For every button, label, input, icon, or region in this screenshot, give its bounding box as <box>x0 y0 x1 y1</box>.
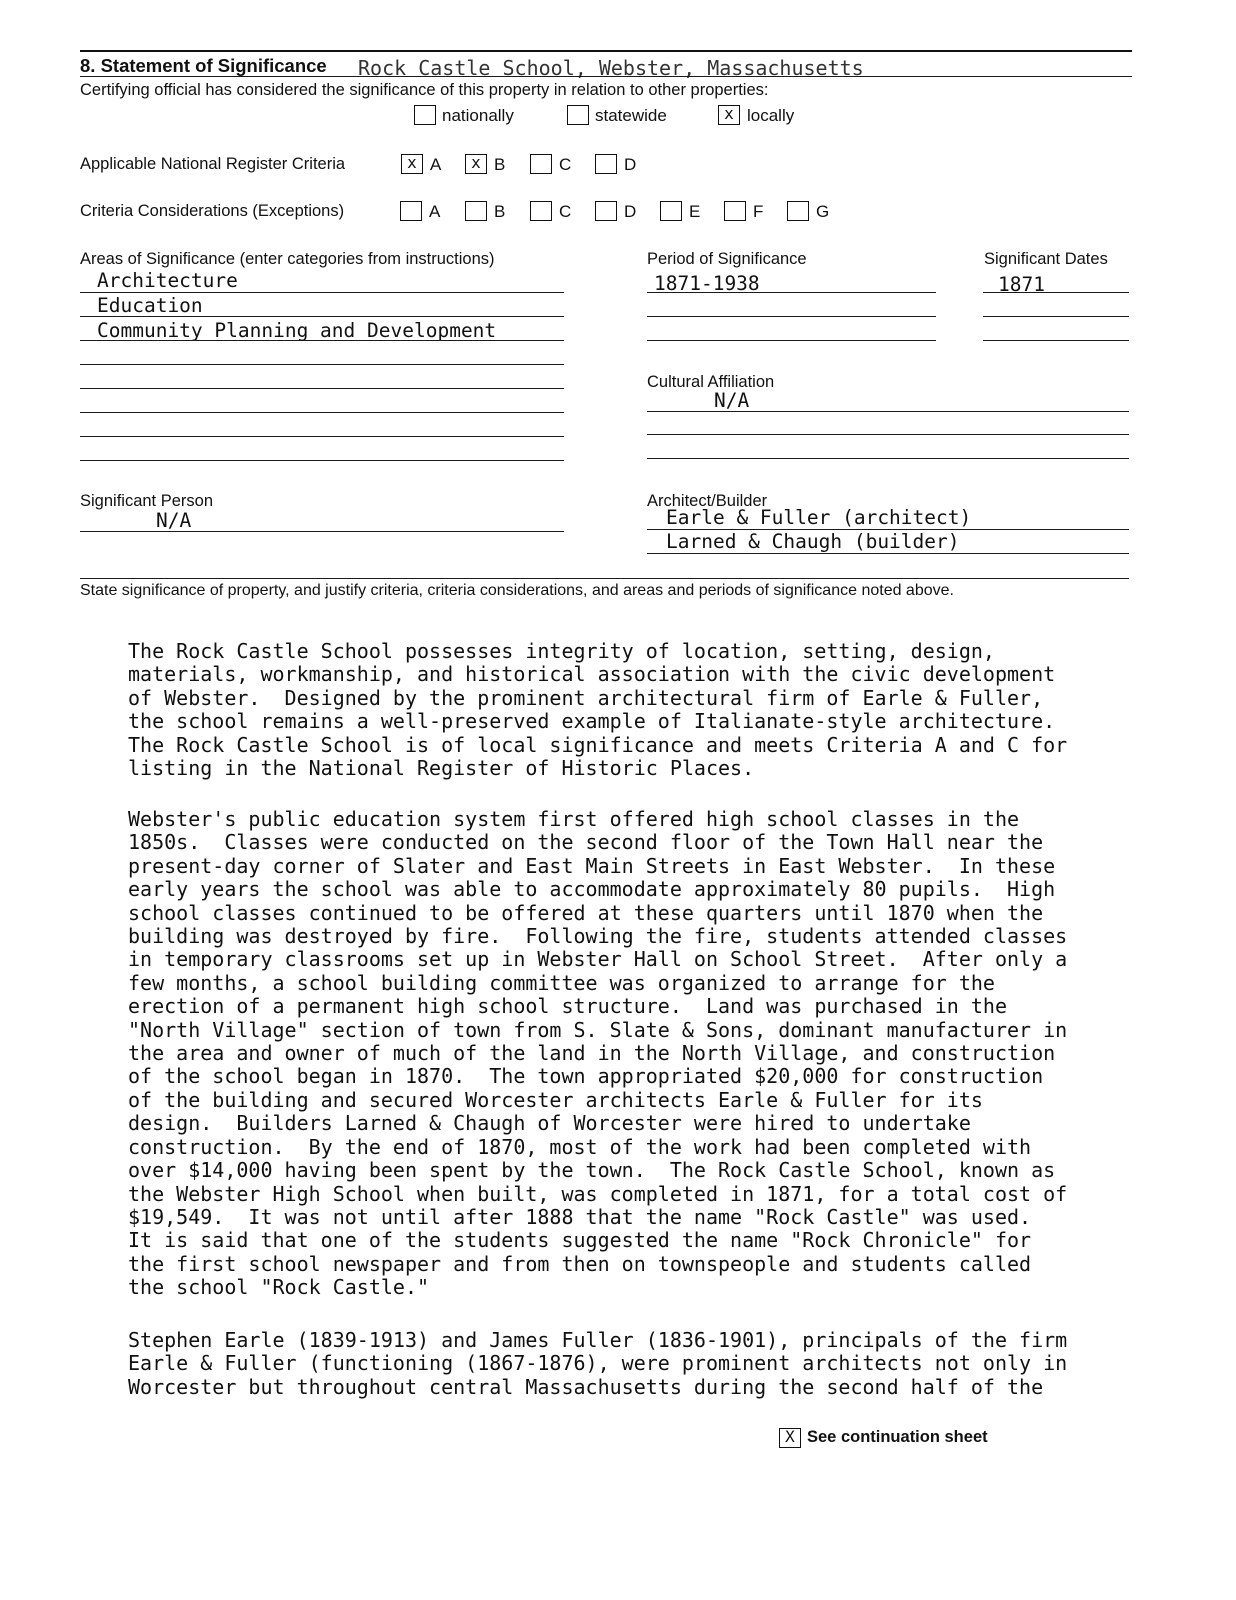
statement-rule <box>80 578 1129 579</box>
certifying-text: Certifying official has considered the significance of this property in relation to other properties: <box>80 81 769 99</box>
consideration-label-c: C <box>559 202 572 221</box>
architect-label: Architect/Builder <box>647 492 768 510</box>
checkbox-nationally[interactable] <box>414 105 436 125</box>
period-line <box>647 340 936 341</box>
criteria-label-d: D <box>624 155 637 174</box>
architect-line <box>647 553 1129 554</box>
checkbox-mark: X <box>785 1427 795 1446</box>
checkbox-continuation[interactable] <box>779 1428 801 1448</box>
criteria-checkbox-d[interactable] <box>595 154 617 174</box>
period-label: Period of Significance <box>647 250 807 268</box>
checkbox-mark: x <box>724 104 734 123</box>
criteria-label-b: B <box>494 155 506 174</box>
title-underline <box>80 76 1132 77</box>
locally-label: locally <box>747 106 795 125</box>
dates-line <box>983 340 1129 341</box>
section-title: 8. Statement of Significance <box>80 55 327 76</box>
criteria-checkbox-b[interactable] <box>465 154 487 174</box>
cultural-line <box>647 411 1129 412</box>
person-value: N/A <box>156 509 192 532</box>
areas-line <box>80 364 564 365</box>
areas-line <box>80 388 564 389</box>
person-line <box>80 531 564 532</box>
dates-value: 1871 <box>998 273 1045 296</box>
areas-line <box>80 340 564 341</box>
continuation-label: See continuation sheet <box>807 1428 988 1446</box>
dates-line <box>983 292 1129 293</box>
consideration-label-e: E <box>689 202 701 221</box>
period-line <box>647 292 936 293</box>
cultural-value: N/A <box>714 389 750 412</box>
person-label: Significant Person <box>80 492 213 510</box>
consideration-checkbox-d[interactable] <box>595 201 617 221</box>
consideration-label-a: A <box>429 202 441 221</box>
consideration-label-f: F <box>753 202 764 221</box>
areas-line <box>80 460 564 461</box>
considerations-label: Criteria Considerations (Exceptions) <box>80 202 345 220</box>
narrative-paragraph-3: Stephen Earle (1839-1913) and James Fuller (1836-1901), principals of the firm Earle & Fuller (functioning (1867-1876), were prominent architects not only in Worcester but throughout central Massachusetts during the second half of the <box>128 1328 1068 1399</box>
checkbox-mark: x <box>407 153 417 172</box>
dates-line <box>983 316 1129 317</box>
consideration-label-g: G <box>816 202 830 221</box>
consideration-checkbox-b[interactable] <box>465 201 487 221</box>
checkbox-locally[interactable] <box>718 105 740 125</box>
cultural-label: Cultural Affiliation <box>647 373 775 391</box>
consideration-checkbox-f[interactable] <box>724 201 746 221</box>
criteria-label: Applicable National Register Criteria <box>80 155 346 173</box>
consideration-checkbox-c[interactable] <box>530 201 552 221</box>
criteria-checkbox-c[interactable] <box>530 154 552 174</box>
areas-line <box>80 292 564 293</box>
narrative-paragraph-1: The Rock Castle School possesses integrity of location, setting, design, materials, workmanship, and historical association with the civic development of Webster. Designed by the prominent architectural firm of Earle & Fuller, the school remains a well-preserved example of Italianate-style architecture. The Rock Castle School is of local significance and meets Criteria A and C for listing in the National Register of Historic Places. <box>128 639 1068 781</box>
areas-line <box>80 316 564 317</box>
architect-line <box>647 529 1129 530</box>
consideration-checkbox-g[interactable] <box>787 201 809 221</box>
area-entry-education: Education <box>97 294 203 317</box>
areas-line <box>80 412 564 413</box>
checkbox-statewide[interactable] <box>567 105 589 125</box>
area-entry-community-planning: Community Planning and Development <box>97 319 497 342</box>
period-value: 1871-1938 <box>654 272 760 295</box>
criteria-checkbox-a[interactable] <box>401 154 423 174</box>
area-entry-architecture: Architecture <box>97 269 238 292</box>
cultural-line <box>647 434 1129 435</box>
checkbox-mark: x <box>471 153 481 172</box>
consideration-checkbox-a[interactable] <box>400 201 422 221</box>
criteria-label-a: A <box>430 155 442 174</box>
dates-label: Significant Dates <box>984 250 1108 268</box>
areas-label: Areas of Significance (enter categories from instructions) <box>80 250 495 268</box>
top-rule <box>80 50 1132 52</box>
areas-line <box>80 436 564 437</box>
statement-label: State significance of property, and justify criteria, criteria considerations, and areas and periods of significance noted above. <box>80 582 954 599</box>
narrative-paragraph-2: Webster's public education system first offered high school classes in the 1850s. Classes were conducted on the second floor of the Town Hall near the present-day corner of Slater and East Main Streets in East Webster. In these early years the school was able to accommodate approximately 80 pupils. High school classes continued to be offered at these quarters until 1870 when the building was destroyed by fire. Following the fire, students attended classes in temporary classrooms set up in Webster Hall on School Street. After only a few months, a school building committee was organized to arrange for the erection of a permanent high school structure. Land was purchased in the "North Village" section of town from S. Slate & Sons, dominant manufacturer in the area and owner of much of the land in the North Village, and construction of the school began in 1870. The town appropriated $20,000 for construction of the building and secured Worcester architects Earle & Fuller for its design. Builders Larned & Chaugh of Worcester were hired to undertake construction. By the end of 1870, most of the work had been completed with over $14,000 having been spent by the town. The Rock Castle School, known as the Webster High School when built, was completed in 1871, for a total cost of $19,549. It was not until after 1888 that the name "Rock Castle" was used. It is said that one of the students suggested the name "Rock Chronicle" for the first school newspaper and from then on townspeople and students called the school "Rock Castle." <box>128 807 1068 1300</box>
architect-entry: Earle & Fuller (architect) <box>666 506 972 529</box>
consideration-checkbox-e[interactable] <box>660 201 682 221</box>
cultural-line <box>647 458 1129 459</box>
nationally-label: nationally <box>442 106 514 125</box>
consideration-label-d: D <box>624 202 637 221</box>
property-name: Rock Castle School, Webster, Massachusetts <box>358 56 864 80</box>
statewide-label: statewide <box>595 106 667 125</box>
consideration-label-b: B <box>494 202 506 221</box>
criteria-label-c: C <box>559 155 572 174</box>
builder-entry: Larned & Chaugh (builder) <box>666 530 960 553</box>
period-line <box>647 316 936 317</box>
